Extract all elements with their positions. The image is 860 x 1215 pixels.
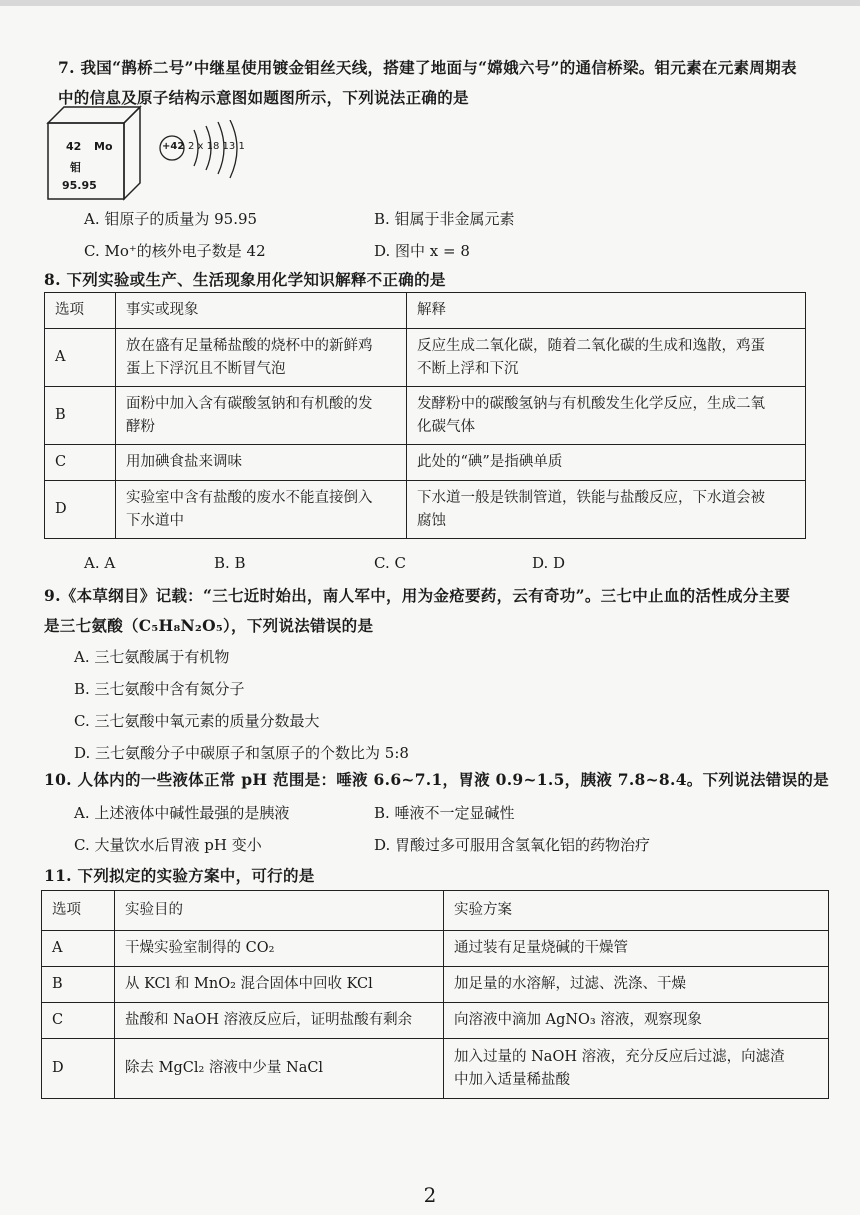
q8-choice-b: B. B (214, 554, 246, 572)
row-option: A (45, 329, 116, 387)
explanation-line: 化碳气体 (417, 418, 475, 435)
q10-option-d: D. 胃酸过多可服用含氢氧化铝的药物治疗 (374, 836, 651, 854)
header-option: 选项 (45, 293, 116, 329)
q11-table (41, 890, 829, 1099)
atom-structure-diagram (158, 120, 253, 190)
q10-stem: 10. 人体内的一些液体正常 pH 范围是：唾液 6.6~7.1，胃液 0.9~1.5，胰液 7.8~8.4。下列说法错误的是 (44, 770, 829, 789)
header-explanation: 解释 (407, 293, 806, 329)
row-explanation (407, 329, 806, 387)
row-fact (116, 329, 407, 387)
q7-stem-line2: 中的信息及原子结构示意图如题图所示，下列说法正确的是 (58, 88, 469, 107)
explanation-line: 腐蚀 (417, 512, 446, 529)
row-plan: 通过装有足量烧碱的干燥管 (444, 931, 829, 967)
row-goal: 除去 MgCl₂ 溶液中少量 NaCl (115, 1039, 444, 1099)
element-mass: 95.95 (62, 179, 97, 192)
plan-line: 加入过量的 NaOH 溶液，充分反应后过滤，向滤渣 (454, 1048, 785, 1065)
q8-stem: 8. 下列实验或生产、生活现象用化学知识解释不正确的是 (44, 270, 446, 289)
q7-stem-line1: 7. 我国“鹊桥二号”中继星使用镀金钼丝天线，搭建了地面与“嫦娥六号”的通信桥梁。钼元素在元素周期表 (58, 58, 797, 77)
table-header-row (45, 293, 806, 329)
table-header-row (42, 891, 829, 931)
fact-line: 下水道中 (126, 512, 184, 529)
element-symbol: Mo (94, 140, 113, 153)
q9-option-c: C. 三七氨酸中氧元素的质量分数最大 (74, 712, 320, 730)
q9-stem-line1: 9.《本草纲目》记载：“三七近时始出，南人军中，用为金疮要药，云有奇功”。三七中止血的活性成分主要 (44, 586, 791, 605)
header-goal: 实验目的 (115, 891, 444, 931)
q8-choice-d: D. D (532, 554, 566, 572)
row-option: D (42, 1039, 115, 1099)
row-option: C (42, 1003, 115, 1039)
explanation-line: 不断上浮和下沉 (417, 360, 519, 377)
q10-option-c: C. 大量饮水后胃液 pH 变小 (74, 836, 262, 854)
table-row (42, 1039, 829, 1099)
element-number: 42 (66, 140, 82, 153)
row-option: B (42, 967, 115, 1003)
q7-option-b: B. 钼属于非金属元素 (374, 210, 515, 228)
row-option: C (45, 445, 116, 481)
q9-option-d: D. 三七氨酸分子中碳原子和氢原子的个数比为 5:8 (74, 744, 409, 762)
q9-option-a: A. 三七氨酸属于有机物 (74, 648, 230, 666)
explanation-line: 反应生成二氧化碳，随着二氧化碳的生成和逸散，鸡蛋 (417, 337, 765, 354)
q9-option-b: B. 三七氨酸中含有氮分子 (74, 680, 245, 698)
fact-line: 蛋上下浮沉且不断冒气泡 (126, 360, 286, 377)
table-row (42, 967, 829, 1003)
row-explanation: 此处的“碘”是指碘单质 (407, 445, 806, 481)
row-goal: 干燥实验室制得的 CO₂ (115, 931, 444, 967)
row-goal: 从 KCl 和 MnO₂ 混合固体中回收 KCl (115, 967, 444, 1003)
atom-shell-electrons: 2 x 18 13 1 (188, 141, 245, 152)
element-cell-diagram (48, 107, 140, 199)
row-explanation (407, 481, 806, 539)
atom-nucleus-charge: +42 (162, 141, 185, 152)
q7-option-a: A. 钼原子的质量为 95.95 (84, 210, 258, 228)
row-option: D (45, 481, 116, 539)
row-plan: 向溶液中滴加 AgNO₃ 溶液，观察现象 (444, 1003, 829, 1039)
element-name: 钼 (70, 161, 81, 174)
q10-option-b: B. 唾液不一定显碱性 (374, 804, 515, 822)
row-fact (116, 481, 407, 539)
row-explanation (407, 387, 806, 445)
table-row (42, 931, 829, 967)
fact-line: 放在盛有足量稀盐酸的烧杯中的新鲜鸡 (126, 337, 373, 354)
q10-option-a: A. 上述液体中碱性最强的是胰液 (74, 804, 290, 822)
q7-option-d: D. 图中 x = 8 (374, 242, 470, 260)
q8-choice-c: C. C (374, 554, 406, 572)
q7-option-c: C. Mo⁺的核外电子数是 42 (84, 242, 266, 260)
scan-top-edge (0, 0, 860, 6)
fact-line: 面粉中加入含有碳酸氢钠和有机酸的发 (126, 395, 373, 412)
table-row (45, 329, 806, 387)
row-fact: 用加碘食盐来调味 (116, 445, 407, 481)
explanation-line: 发酵粉中的碳酸氢钠与有机酸发生化学反应，生成二氧 (417, 395, 765, 412)
row-plan (444, 1039, 829, 1099)
fact-line: 酵粉 (126, 418, 155, 435)
row-option: B (45, 387, 116, 445)
q11-stem: 11. 下列拟定的实验方案中，可行的是 (44, 866, 315, 885)
q8-table (44, 292, 806, 539)
table-row (45, 481, 806, 539)
table-row (42, 1003, 829, 1039)
header-option: 选项 (42, 891, 115, 931)
page-number: 2 (423, 1183, 437, 1207)
fact-line: 实验室中含有盐酸的废水不能直接倒入 (126, 489, 373, 506)
header-plan: 实验方案 (444, 891, 829, 931)
plan-line: 中加入适量稀盐酸 (454, 1071, 570, 1088)
row-option: A (42, 931, 115, 967)
explanation-line: 下水道一般是铁制管道，铁能与盐酸反应，下水道会被 (417, 489, 765, 506)
table-row (45, 445, 806, 481)
table-row (45, 387, 806, 445)
row-fact (116, 387, 407, 445)
header-fact: 事实或现象 (116, 293, 407, 329)
q9-stem-line2: 是三七氨酸（C₅H₈N₂O₅），下列说法错误的是 (44, 616, 374, 635)
row-plan: 加足量的水溶解，过滤、洗涤、干燥 (444, 967, 829, 1003)
q8-choice-a: A. A (84, 554, 116, 572)
row-goal: 盐酸和 NaOH 溶液反应后，证明盐酸有剩余 (115, 1003, 444, 1039)
